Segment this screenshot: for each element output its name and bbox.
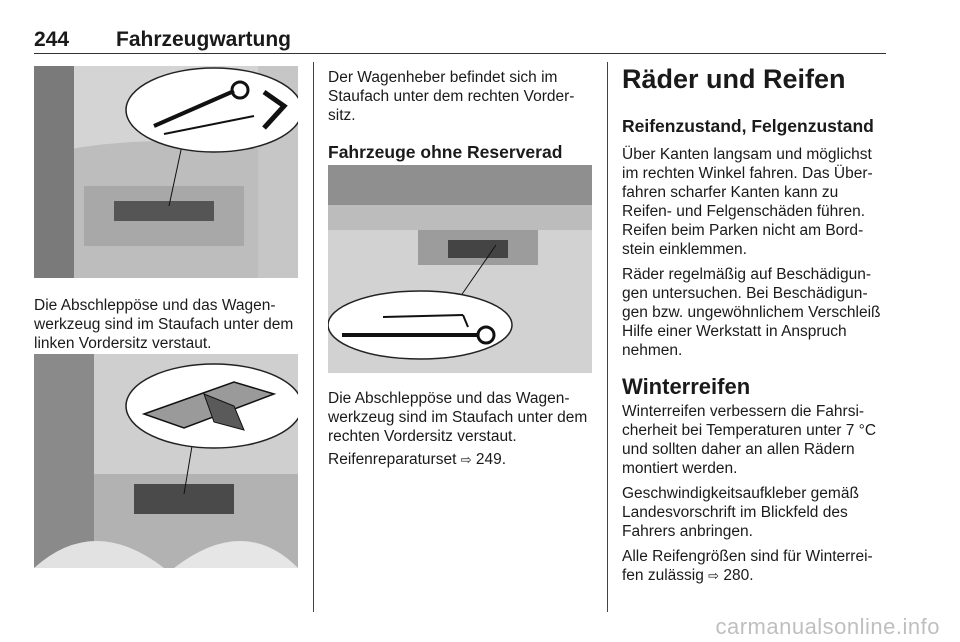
section-title-wheels-tyres: Räder und Reifen	[622, 64, 846, 94]
tyre-condition-paragraph-1: Über Kanten langsam und möglichst im rechten Winkel fahren. Das Überfahren scharfer Kanten kann zu Reifen- und Felgenschäden führen. Reifen beim Parken nicht am Bordstein einklemmen.	[622, 146, 873, 258]
winter-tyres-sizes-text: Alle Reifengrößen sind für Winterreifen zulässig	[622, 548, 873, 584]
caption-right-seat: Die Abschleppöse und das Wagenwerkzeug sind im Staufach unter dem rechten Vordersitz verstaut.	[328, 390, 588, 445]
figure-tool-storage-right-seat	[328, 165, 592, 373]
tool-kit-illustration-2	[328, 165, 592, 373]
figure-jack-storage	[34, 354, 298, 568]
page-header	[34, 28, 886, 54]
heading-no-spare-wheel: Fahrzeuge ohne Reserverad	[328, 142, 563, 162]
column-divider-2	[607, 62, 608, 612]
winter-tyres-paragraph-2: Geschwindigkeitsaufkleber gemäß Landesvorschrift im Blickfeld des Fahrers anbringen.	[622, 485, 859, 540]
column-3	[622, 64, 886, 586]
tyre-repair-kit-reference	[328, 450, 594, 470]
caption-left-seat: Die Abschleppöse und das Wagenwerkzeug sind im Staufach unter dem linken Vordersitz verstaut.	[34, 297, 294, 352]
column-2	[328, 68, 592, 163]
tyre-repair-kit-label: Reifenreparaturset	[328, 451, 457, 468]
jack-location-text: Der Wagenheber befindet sich im Staufach unter dem rechten Vordersitz.	[328, 69, 575, 124]
page-reference-icon: ⇨	[708, 569, 720, 584]
watermark: carmanualsonline.info	[715, 614, 940, 639]
page-reference-icon: ⇨	[460, 453, 472, 468]
heading-winter-tyres: Winterreifen	[622, 374, 751, 399]
page-header-title: Fahrzeugwartung	[116, 28, 292, 51]
page-number: 244	[34, 28, 70, 51]
header-rule	[34, 53, 886, 54]
winter-tyres-page[interactable]: 280.	[723, 567, 754, 584]
tool-kit-illustration	[34, 66, 298, 278]
heading-tyre-condition: Reifenzustand, Felgenzustand	[622, 116, 874, 136]
winter-tyres-paragraph-1: Winterreifen verbessern die Fahrsicherheit bei Temperaturen unter 7 °C und sollten daher an allen Rädern montiert werden.	[622, 403, 877, 477]
tyre-repair-kit-page[interactable]: 249.	[475, 451, 507, 468]
winter-tyres-paragraph-3	[622, 547, 886, 586]
jack-illustration	[34, 354, 298, 568]
tyre-condition-paragraph-2: Räder regelmäßig auf Beschädigungen untersuchen. Bei Beschädigungen bzw. ungewöhnlichem Verschleiß Hilfe einer Werkstatt in Anspruch nehmen.	[622, 266, 881, 359]
figure-tool-storage-left-seat	[34, 66, 298, 278]
column-divider-1	[313, 62, 314, 612]
